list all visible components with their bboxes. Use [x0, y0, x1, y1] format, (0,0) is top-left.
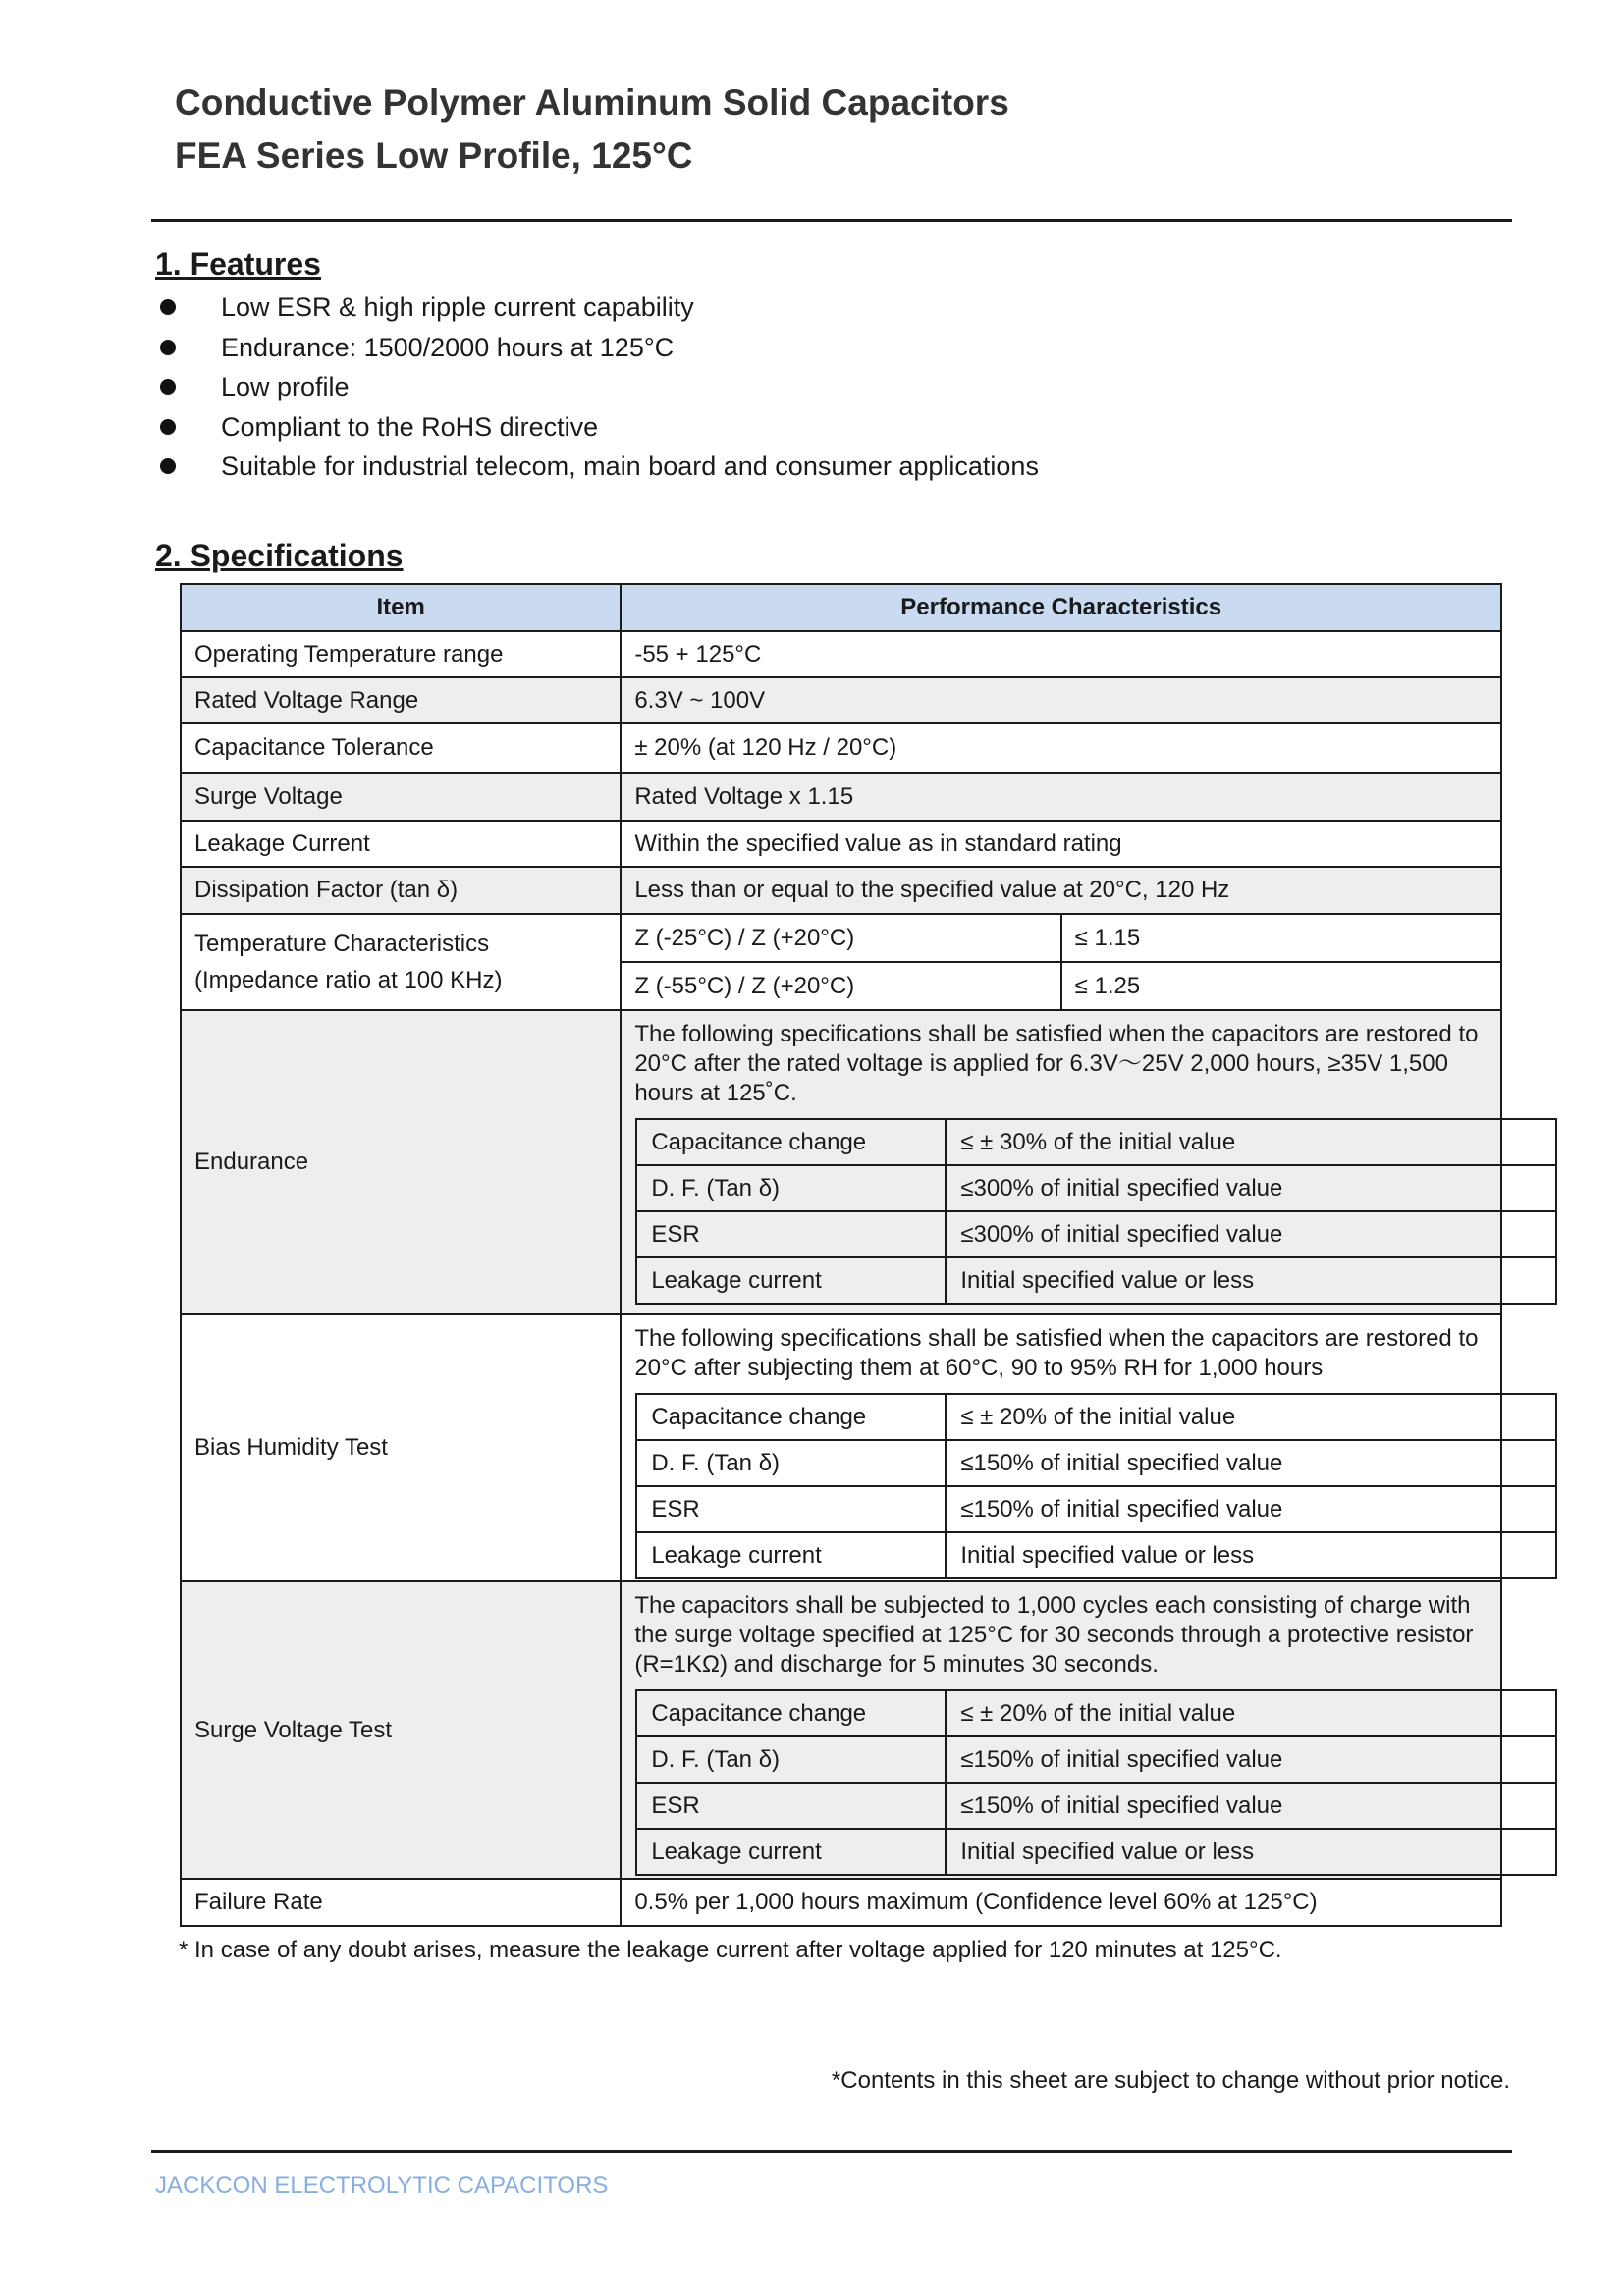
- subtable-row: Capacitance change ≤ ± 20% of the initial value: [636, 1690, 1556, 1736]
- row-value: [621, 1314, 1501, 1581]
- feature-item: Suitable for industrial telecom, main board and consumer applications: [157, 450, 1039, 490]
- row-value: [621, 1010, 1501, 1314]
- table-row: [181, 773, 1501, 821]
- row-value: ± 20% (at 120 Hz / 20°C): [621, 723, 1501, 773]
- column-header-performance: Performance Characteristics: [621, 584, 1501, 631]
- bullet-icon: [160, 458, 176, 474]
- sub-value: ≤ 1.15: [1061, 914, 1501, 962]
- subtable-row: D. F. (Tan δ) ≤150% of initial specified value: [636, 1736, 1556, 1783]
- sub-label: Z (-25°C) / Z (+20°C): [621, 914, 1060, 962]
- table-row: [181, 677, 1501, 723]
- subtable-row: D. F. (Tan δ) ≤150% of initial specified value: [636, 1440, 1556, 1486]
- sub-value: ≤ 1.25: [1061, 962, 1501, 1010]
- table-row: [181, 1314, 1501, 1581]
- features-list: [157, 291, 1039, 490]
- table-row: [181, 723, 1501, 773]
- subtable-row: Leakage current Initial specified value or less: [636, 1829, 1556, 1875]
- table-row: [181, 1879, 1501, 1926]
- bias-humidity-subtable: [635, 1393, 1557, 1579]
- row-label: Surge Voltage: [181, 773, 621, 821]
- subtable-row: Capacitance change ≤ ± 30% of the initial value: [636, 1119, 1556, 1165]
- feature-item: Compliant to the RoHS directive: [157, 410, 1039, 451]
- row-value: [621, 1581, 1501, 1879]
- feature-item: Low profile: [157, 370, 1039, 410]
- subtable-row: Leakage current Initial specified value or less: [636, 1532, 1556, 1578]
- table-row: [181, 821, 1501, 867]
- column-header-item: Item: [181, 584, 621, 631]
- bias-humidity-description: The following specifications shall be satisfied when the capacitors are restored to 20°C after subjecting them at 60°C, 90 to 95% RH for 1,000 hours: [634, 1325, 1479, 1381]
- row-value: Less than or equal to the specified value at 20°C, 120 Hz: [621, 867, 1501, 914]
- row-label: Operating Temperature range: [181, 631, 621, 677]
- row-value: Rated Voltage x 1.15: [621, 773, 1501, 821]
- footer-divider: [151, 2150, 1512, 2153]
- row-value: 0.5% per 1,000 hours maximum (Confidence level 60% at 125°C): [621, 1879, 1501, 1926]
- row-label: Dissipation Factor (tan δ): [181, 867, 621, 914]
- row-label: Leakage Current: [181, 821, 621, 867]
- bullet-icon: [160, 379, 176, 395]
- specifications-heading: 2. Specifications: [155, 538, 404, 573]
- header-divider: [151, 219, 1512, 222]
- subtable-row: ESR ≤150% of initial specified value: [636, 1486, 1556, 1532]
- title-line-2: FEA Series Low Profile, 125°C: [175, 135, 693, 176]
- row-label: Surge Voltage Test: [181, 1581, 621, 1879]
- table-row: [181, 914, 1501, 962]
- row-label: Failure Rate: [181, 1879, 621, 1926]
- row-label: Rated Voltage Range: [181, 677, 621, 723]
- subtable-row: D. F. (Tan δ) ≤300% of initial specified value: [636, 1165, 1556, 1211]
- bullet-icon: [160, 340, 176, 355]
- features-heading: 1. Features: [155, 246, 321, 282]
- row-label: Temperature Characteristics (Impedance ratio at 100 KHz): [181, 914, 621, 1010]
- subtable-row: ESR ≤150% of initial specified value: [636, 1783, 1556, 1829]
- row-label: Bias Humidity Test: [181, 1314, 621, 1581]
- table-row: [181, 631, 1501, 677]
- footer-company: JACKCON ELECTROLYTIC CAPACITORS: [155, 2172, 609, 2199]
- feature-item: Low ESR & high ripple current capability: [157, 291, 1039, 331]
- endurance-subtable: [635, 1118, 1557, 1305]
- subtable-row: Leakage current Initial specified value or less: [636, 1257, 1556, 1304]
- change-notice: *Contents in this sheet are subject to change without prior notice.: [831, 2067, 1510, 2094]
- table-row: [181, 1581, 1501, 1879]
- row-label: Endurance: [181, 1010, 621, 1314]
- bullet-icon: [160, 299, 176, 315]
- bullet-icon: [160, 419, 176, 435]
- row-value: 6.3V ~ 100V: [621, 677, 1501, 723]
- table-row: [181, 867, 1501, 914]
- subtable-row: ESR ≤300% of initial specified value: [636, 1211, 1556, 1257]
- row-value: Within the specified value as in standard rating: [621, 821, 1501, 867]
- row-value: -55 + 125°C: [621, 631, 1501, 677]
- surge-test-description: The capacitors shall be subjected to 1,000 cycles each consisting of charge with the surge voltage specified at 125°C for 30 seconds through a protective resistor (R=1KΩ) and discharge for 5 minutes 30 seconds.: [634, 1592, 1474, 1678]
- table-row: [181, 1010, 1501, 1314]
- feature-item: Endurance: 1500/2000 hours at 125°C: [157, 331, 1039, 371]
- title-line-1: Conductive Polymer Aluminum Solid Capacitors: [175, 82, 1009, 123]
- subtable-row: Capacitance change ≤ ± 20% of the initial value: [636, 1394, 1556, 1440]
- row-label: Capacitance Tolerance: [181, 723, 621, 773]
- specifications-table: [180, 583, 1502, 1927]
- specifications-footnote: * In case of any doubt arises, measure the leakage current after voltage applied for 120 minutes at 125°C.: [179, 1937, 1282, 1963]
- endurance-description: The following specifications shall be satisfied when the capacitors are restored to 20°C after the rated voltage is applied for 6.3V～25V 2,000 hours, ≥35V 1,500 hours at 125˚C.: [634, 1021, 1479, 1106]
- surge-test-subtable: [635, 1689, 1557, 1876]
- sub-label: Z (-55°C) / Z (+20°C): [621, 962, 1060, 1010]
- table-header-row: [181, 584, 1501, 631]
